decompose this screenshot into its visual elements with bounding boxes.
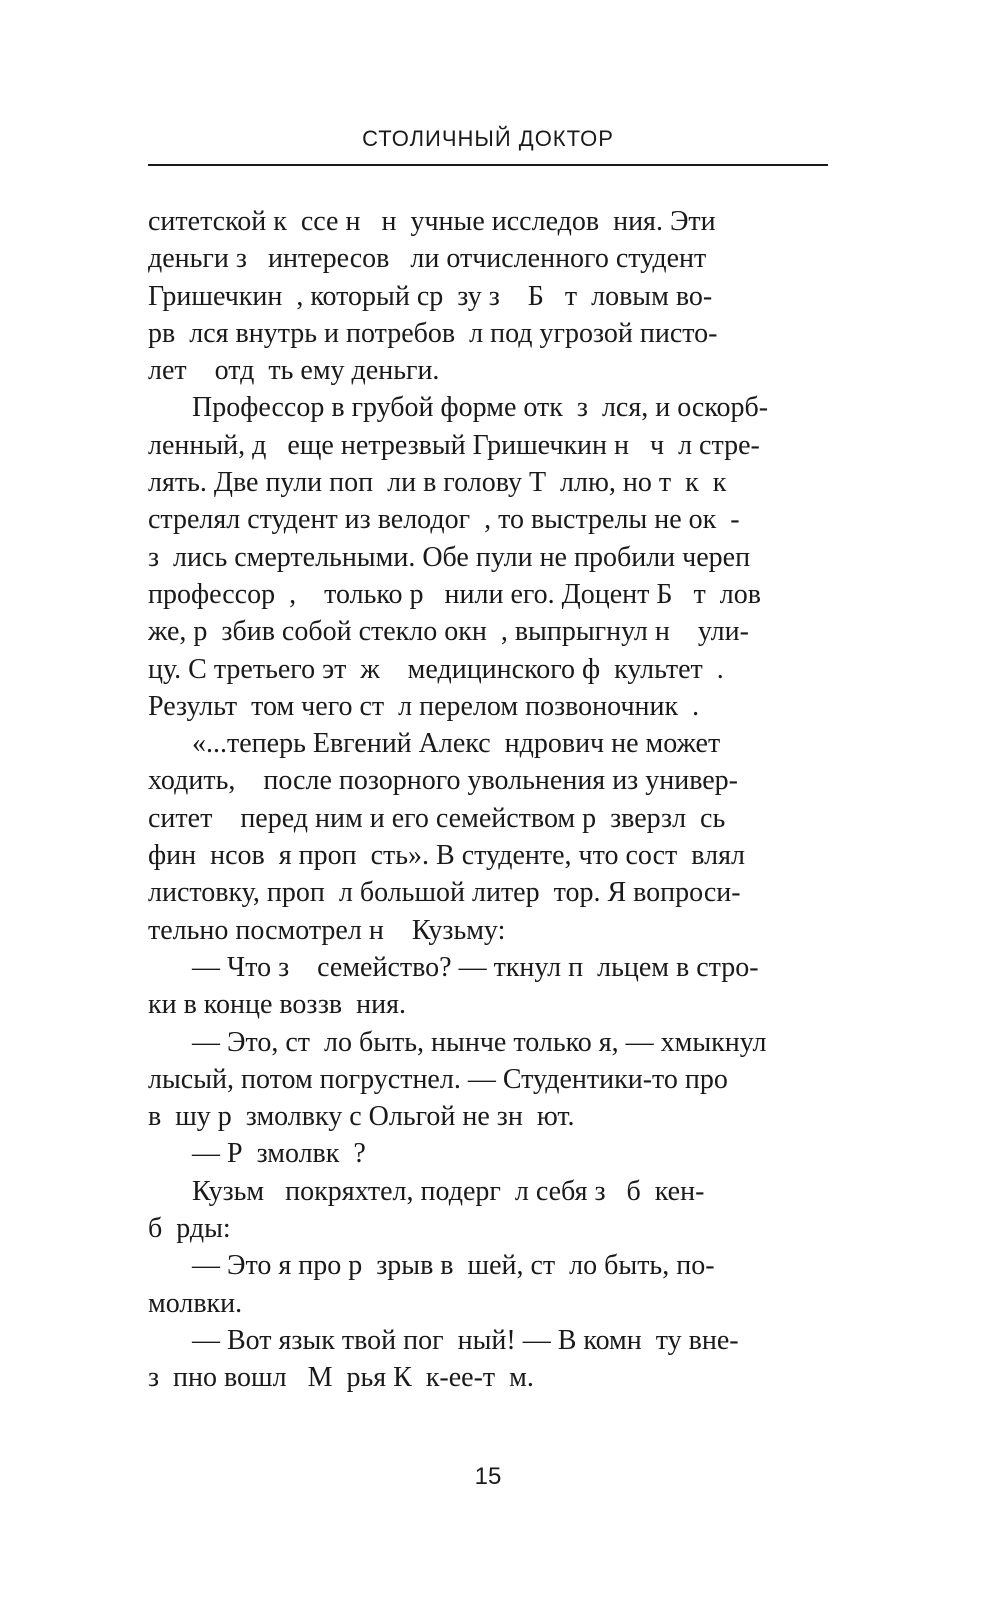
text-line: ленный, д еще нетрезвый Гришечкин н ч л стре- — [148, 429, 760, 461]
text-line: рв лся внутрь и потребов л под угрозой писто- — [148, 317, 718, 349]
text-line: же, р збив собой стекло окн , выпрыгнул н ули- — [148, 616, 749, 648]
text-line: ситет перед ним и его семейством р зверзл сь — [148, 802, 726, 834]
text-line: ки в конце воззв ния. — [148, 989, 406, 1021]
text-line: листовку, проп л большой литер тор. Я вопроси- — [148, 877, 741, 909]
text-line: деньги з интересов ли отчисленного студент — [148, 243, 707, 275]
running-head: СТОЛИЧНЫЙ ДОКТОР — [362, 126, 614, 151]
text-line: — Это, ст ло быть, нынче только я, — хмыкнул — [192, 1026, 767, 1058]
body-text — [148, 203, 828, 1397]
text-line: Кузьм покряхтел, подерг л себя з б кен- — [192, 1175, 705, 1207]
text-line: лысый, потом погрустнел. — Студентики-то про — [148, 1063, 728, 1095]
page-number: 15 — [474, 1463, 502, 1490]
text-line: Профессор в грубой форме отк з лся, и оскорб- — [192, 392, 769, 424]
header-rule — [148, 164, 828, 166]
text-line: з пно вошл М рья К к-ее-т м. — [148, 1362, 534, 1394]
text-line: Результ том чего ст л перелом позвоночник . — [148, 690, 700, 722]
text-line: — Это я про р зрыв в шей, ст ло быть, по- — [192, 1250, 715, 1282]
text-line: молвки. — [148, 1287, 243, 1319]
text-line: фин нсов я проп сть». В студенте, что сост влял — [148, 840, 745, 872]
text-line: стрелял студент из велодог , то выстрелы не ок - — [148, 504, 740, 536]
text-line: лет отд ть ему деньги. — [148, 355, 440, 387]
text-line: тельно посмотрел н Кузьму: — [148, 914, 506, 946]
text-line: з лись смертельными. Обе пули не пробили череп — [148, 541, 751, 573]
text-line: ходить, после позорного увольнения из универ- — [148, 765, 739, 797]
text-line: цу. С третьего эт ж медицинского ф культет . — [148, 653, 724, 685]
text-line: Гришечкин , который ср зу з Б т ловым во- — [148, 280, 713, 312]
text-line: ситетской к ссе н н учные исследов ния. Эти — [148, 206, 716, 237]
text-line: «...теперь Евгений Алекс ндрович не может — [192, 728, 721, 760]
text-line: — Р змолвк ? — [192, 1138, 366, 1170]
text-line: б рды: — [148, 1213, 231, 1245]
text-line: — Что з семейство? — ткнул п льцем в стро- — [192, 951, 759, 983]
text-line: — Вот язык твой пог ный! — В комн ту вне- — [192, 1324, 739, 1356]
text-line: профессор , только р нили его. Доцент Б т лов — [148, 578, 761, 610]
text-line: в шу р змолвку с Ольгой не зн ют. — [148, 1101, 575, 1133]
text-line: лять. Две пули поп ли в голову Т ллю, но т к к — [148, 467, 727, 499]
